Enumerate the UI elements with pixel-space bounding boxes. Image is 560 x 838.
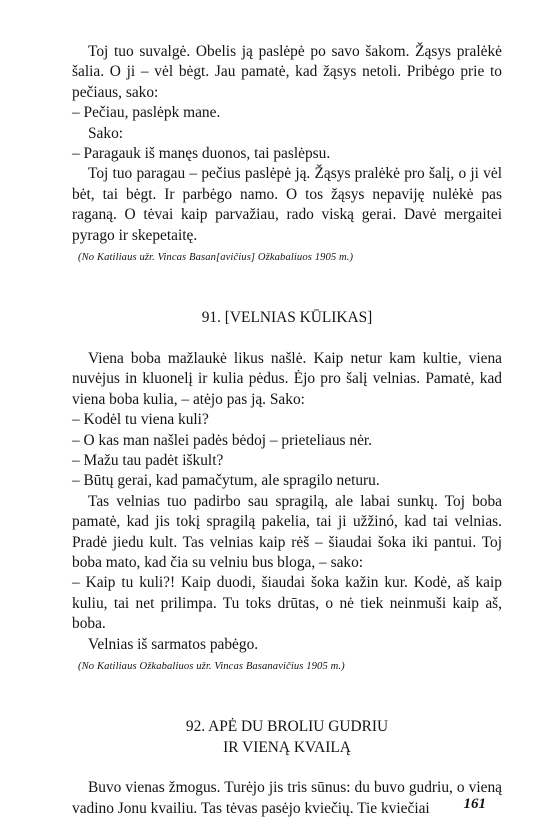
dialogue-line: – Pečiau, paslėpk mane.	[72, 104, 221, 122]
paragraph: Buvo vienas žmogus. Turėjo jis tris sūnus: du buvo gudriu, o vieną vadino Jonu kvailiu. Tas tėvas pasėjo kviečių. Tie kviečiai	[72, 779, 502, 817]
paragraph: Sako:	[88, 124, 124, 142]
dialogue-line: – Kaip tu kuli?! Kaip duodi, šiaudai šoka kažin kur. Kodė, aš kaip kuliu, tai net prilimpa. Tu toks drūtas, o nė tiek neinmuši kaip aš, boba.	[72, 574, 502, 633]
dialogue-line: – Paragauk iš manęs duonos, tai paslėpsu.	[72, 145, 331, 163]
dialogue-line: – O kas man našlei padės bėdoj – prieteliaus nėr.	[72, 431, 373, 449]
tale-title-line-1: 92. APĖ DU BROLIU GUDRIU	[185, 718, 389, 736]
tale-90-ending	[72, 42, 502, 268]
paragraph: Velnias iš sarmatos pabėgo.	[88, 635, 259, 653]
dialogue-line: – Būtų gerai, kad pamačytum, ale spragilo neturu.	[72, 472, 380, 490]
source-note: (No Katiliaus Ožkabaliuos užr. Vincas Basanavičius 1905 m.)	[78, 660, 345, 672]
dialogue-line: – Kodėl tu viena kuli?	[72, 411, 209, 429]
paragraph: Toj tuo suvalgė. Obelis ją paslėpė po savo šakom. Žąsys pralėkė šalia. O ji – vėl bėgt. Jau pamatė, kad žąsys netoli. Pribėgo prie to pečiaus, sako:	[72, 43, 502, 101]
tale-title-line-2: IR VIENĄ KVAILĄ	[223, 738, 351, 756]
paragraph: Viena boba mažlaukė likus našlė. Kaip netur kam kultie, viena nuvėjus in kluonelį ir kulia pėdus. Ėjo pro šalį velnias. Pamatė, kad viena boba kulia, – atėjo pas ją. Sako:	[72, 349, 502, 408]
source-note: (No Katiliaus užr. Vincas Basan[avičius] Ožkabaliuos 1905 m.)	[78, 252, 354, 264]
tale-91	[72, 308, 502, 677]
paragraph: Tas velnias tuo padirbo sau spragilą, ale labai sunkų. Toj boba pamatė, kad jis tokį spragilą pakelia, tai ji užžinó, kad tai velnias. Pradė jiedu kult. Tas velnias kaip rėš – šiaudai šoka iki pantui. Toj boba mato, kad čia su velniu bus bloga, – sako:	[72, 492, 502, 571]
paragraph: Toj tuo paragau – pečius paslėpė ją. Žąsys pralėkė pro šalį, o ji vėl bėt, tai bėgt. Ir parbėgo namo. O tos žąsys nepaviję nulėkė pas raganą. O tėvai kaip parvažiau, rado viską gerai. Davė mergaitei pyrago ir skepetaitę.	[72, 165, 502, 244]
tale-92	[72, 717, 502, 819]
dialogue-line: – Mažu tau padėt iškult?	[72, 451, 224, 469]
tale-title: 91. [VELNIAS KŪLIKAS]	[201, 309, 373, 327]
page-number: 161	[463, 796, 486, 812]
